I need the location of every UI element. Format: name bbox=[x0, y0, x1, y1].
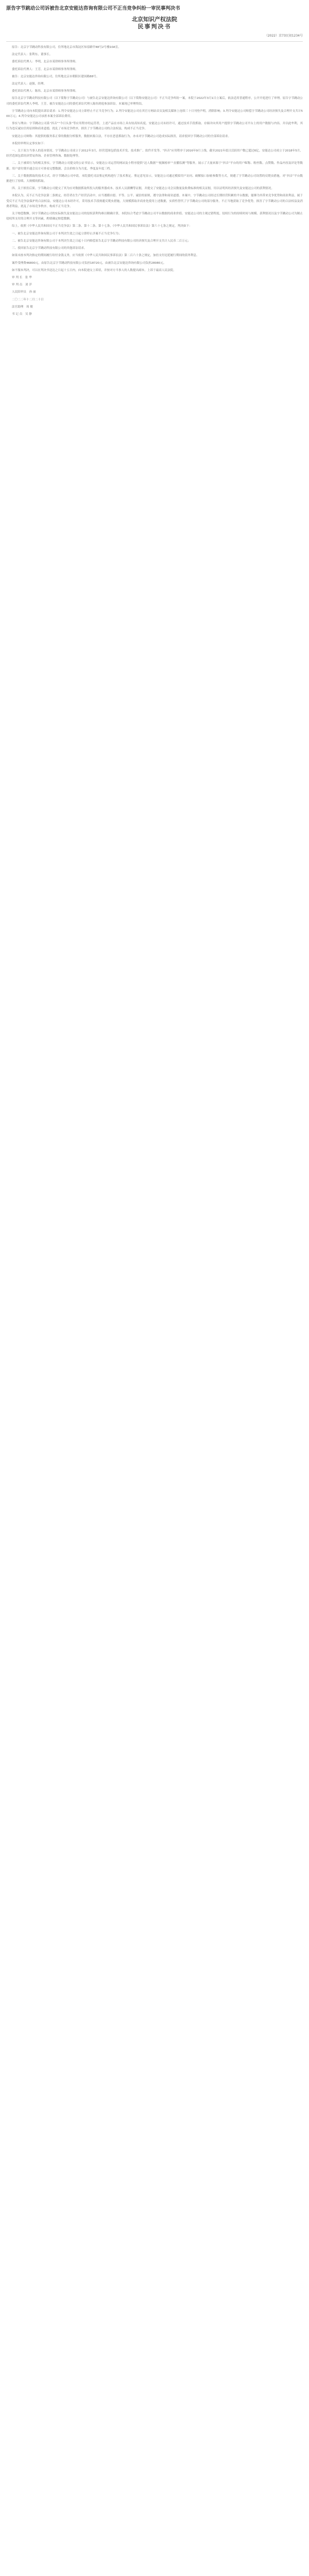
paragraph: 三、驳回原告北京字节跳动科技有限公司的其他诉讼请求。 bbox=[12, 247, 87, 250]
paragraph: 审 判 长 张 华 bbox=[12, 276, 32, 279]
paragraph: 如果未按本判决指定的期间履行给付金钱义务，应当依照《中华人民共和国民事诉讼法》第二百六十条之规定，加倍支付迟延履行期间的债务利息。 bbox=[12, 254, 199, 258]
paragraph: 法定代表人：张利东，董事长。 bbox=[12, 53, 53, 57]
case-number: （2022）京73民初1234号 bbox=[264, 34, 303, 38]
paragraph: 委托诉讼代理人：李明，北京市某律师事务所律师。 bbox=[12, 60, 78, 64]
paragraph: 二〇二二年十二月二十日 bbox=[12, 298, 44, 301]
paragraph: 原告：北京字节跳动科技有限公司，住所地北京市海淀区知春路甲48号2号楼10A室。 bbox=[12, 46, 121, 49]
paragraph: 原告北京字节跳动科技有限公司（以下简称字节跳动公司）与被告北京安能达咨询有限公司（以下简称安能达公司）不正当竞争纠纷一案，本院于2022年3月1日立案后，依法适用普通程序，公开开庭进行了审理。原告字节跳动公司的委托诉讼代理人李明、王芳，被告安能达公司的委托诉讼代理人陈伟到庭参加诉讼。本案现已审理终结。 bbox=[6, 97, 303, 106]
paragraph: 法定代表人：赵强，经理。 bbox=[12, 82, 47, 86]
court-name: 北京知识产权法院 bbox=[132, 16, 177, 23]
document-title: 原告字节跳动公司诉被告北京安能达咨询有限公司不正当竞争纠纷一审民事判决书 bbox=[6, 6, 180, 11]
paragraph: 二、关于被诉行为的相关事实。字节跳动公司提交的公证书显示，安能达公司运营的网站及小程序提供“达人数据”“视频榜单”“直播监测”等服务，展示了大量来源于“抖音”平台的用户昵称、粉丝数、点赞数、作品内容及评论等数据。用户需付费开通会员方可查看完整数据，会员价格分为月度、季度及年度三档。 bbox=[6, 162, 303, 171]
paragraph: 一、关于双方当事人的基本情况。字节跳动公司成立于2012年3月，经营范围包括技术开发、技术推广、软件开发等。“抖音”应用程序于2016年9月上线，截至2021年底日活跃用户数已超过6亿。安能达公司成立于2018年5月，经营范围包括经济贸易咨询、企业管理咨询、数据处理等。 bbox=[6, 149, 303, 158]
paragraph: 人民陪审员 孙 丽 bbox=[12, 291, 36, 294]
paragraph: 案件受理费46800元，由原告北京字节跳动科技有限公司负担18720元，由被告北京安能达咨询有限公司负担28080元。 bbox=[12, 261, 166, 265]
paragraph: 事实与理由：字节跳动公司系“抖音”“今日头条”等应用程序的运营者，上述产品在市场上具有较高知名度。安能达公司未经许可，通过技术手段抓取、存储并向其用户提供字节跳动公司平台上的用户数据与内容，并以此牟利，其行为违反诚实信用原则和商业道德，扰乱了市场竞争秩序，损害了字节跳动公司的合法权益，构成不正当竞争。 bbox=[6, 122, 303, 131]
paragraph: 审 判 员 刘 洋 bbox=[12, 283, 32, 287]
paragraph: 综上，依照《中华人民共和国反不正当竞争法》第二条、第十二条、第十七条，《中华人民共和国民事诉讼法》第六十七条之规定，判决如下： bbox=[12, 225, 192, 228]
paragraph: 关于赔偿数额。因字节跳动公司的实际损失及安能达公司的侵权获利均难以精确计算，本院综合考虑字节跳动公司平台数据的商业价值、安能达公司的主观过错程度、侵权行为的持续时间与规模、获利情况以及字节跳动公司为制止侵权所支付的合理开支等因素，酌情确定赔偿数额。 bbox=[6, 212, 303, 221]
document-body bbox=[6, 45, 303, 317]
paragraph: 如不服本判决，可以在判决书送达之日起十五日内，向本院递交上诉状，并按对方当事人的人数提出副本，上诉于最高人民法院。 bbox=[12, 268, 176, 272]
paragraph: 委托诉讼代理人：王芳，北京市某律师事务所律师。 bbox=[12, 67, 78, 71]
paragraph: 被告：北京安能达咨询有限公司，住所地北京市朝阳区建国路88号。 bbox=[12, 75, 99, 78]
paragraph: 委托诉讼代理人：陈伟，北京市某律师事务所律师。 bbox=[12, 90, 78, 93]
paragraph: 三、关于数据抓取的技术方式。经字节跳动公司申请，本院委托司法鉴定机构进行了技术鉴定。鉴定意见显示，安能达公司通过模拟用户访问、破解接口加密参数等方式，规避了字节跳动公司设置的反爬虫措施，对“抖音”平台数据进行了持续、大规模的抓取。 bbox=[6, 174, 303, 183]
paragraph: 书 记 员 吴 静 bbox=[12, 312, 32, 316]
divider bbox=[6, 41, 303, 42]
paragraph: 法官助理 周 敏 bbox=[12, 305, 33, 309]
paragraph: 字节跳动公司向本院提出诉讼请求：1.判令安能达公司立即停止不正当竞争行为；2.判令安能达公司在其官方网站首页及相关媒体上连续三十日刊登声明，消除影响；3.判令安能达公司赔偿字节跳动公司经济损失及合理开支共计500万元；4.判令安能达公司承担本案全部诉讼费用。 bbox=[6, 109, 303, 118]
document-type: 民事判决书 bbox=[138, 23, 171, 30]
paragraph: 本院认为，反不正当竞争法第二条规定，经营者在生产经营活动中，应当遵循自愿、平等、公平、诚信的原则，遵守法律和商业道德。本案中，字节跳动公司经过长期经营积累的平台数据，能够为其带来竞争优势和商业利益，属于受反不正当竞争法保护的合法权益。安能达公司未经许可，采用技术手段规避反爬虫措施，大规模抓取并商业化使用上述数据，实质性替代了字节跳动公司的部分服务，不正当地获取了竞争优势，损害了字节跳动公司的合法权益及消费者利益，扰乱了市场竞争秩序，构成不正当竞争。 bbox=[6, 194, 303, 208]
paragraph: 四、关于损害后果。字节跳动公司提交了其为应对数据抓取所投入的服务器成本、技术人员薪酬等证据，并提交了安能达公司会员数量及收费标准的相关证据，用以证明其经济损失及安能达公司的获利情况。 bbox=[12, 187, 274, 191]
paragraph: 安能达公司辩称：其提供的服务系正常的数据分析服务，数据来源合法，不存在恶意抓取行为，亦未对字节跳动公司造成实际损害，请求驳回字节跳动公司的全部诉讼请求。 bbox=[12, 134, 231, 138]
paragraph: 本院经审理认定事实如下： bbox=[12, 142, 47, 145]
paragraph: 二、被告北京安能达咨询有限公司于本判决生效之日起十日内赔偿原告北京字节跳动科技有限公司经济损失及合理开支共计人民币二百万元； bbox=[12, 239, 191, 243]
paragraph: 一、被告北京安能达咨询有限公司于本判决生效之日起立即停止涉案不正当竞争行为； bbox=[12, 232, 122, 235]
